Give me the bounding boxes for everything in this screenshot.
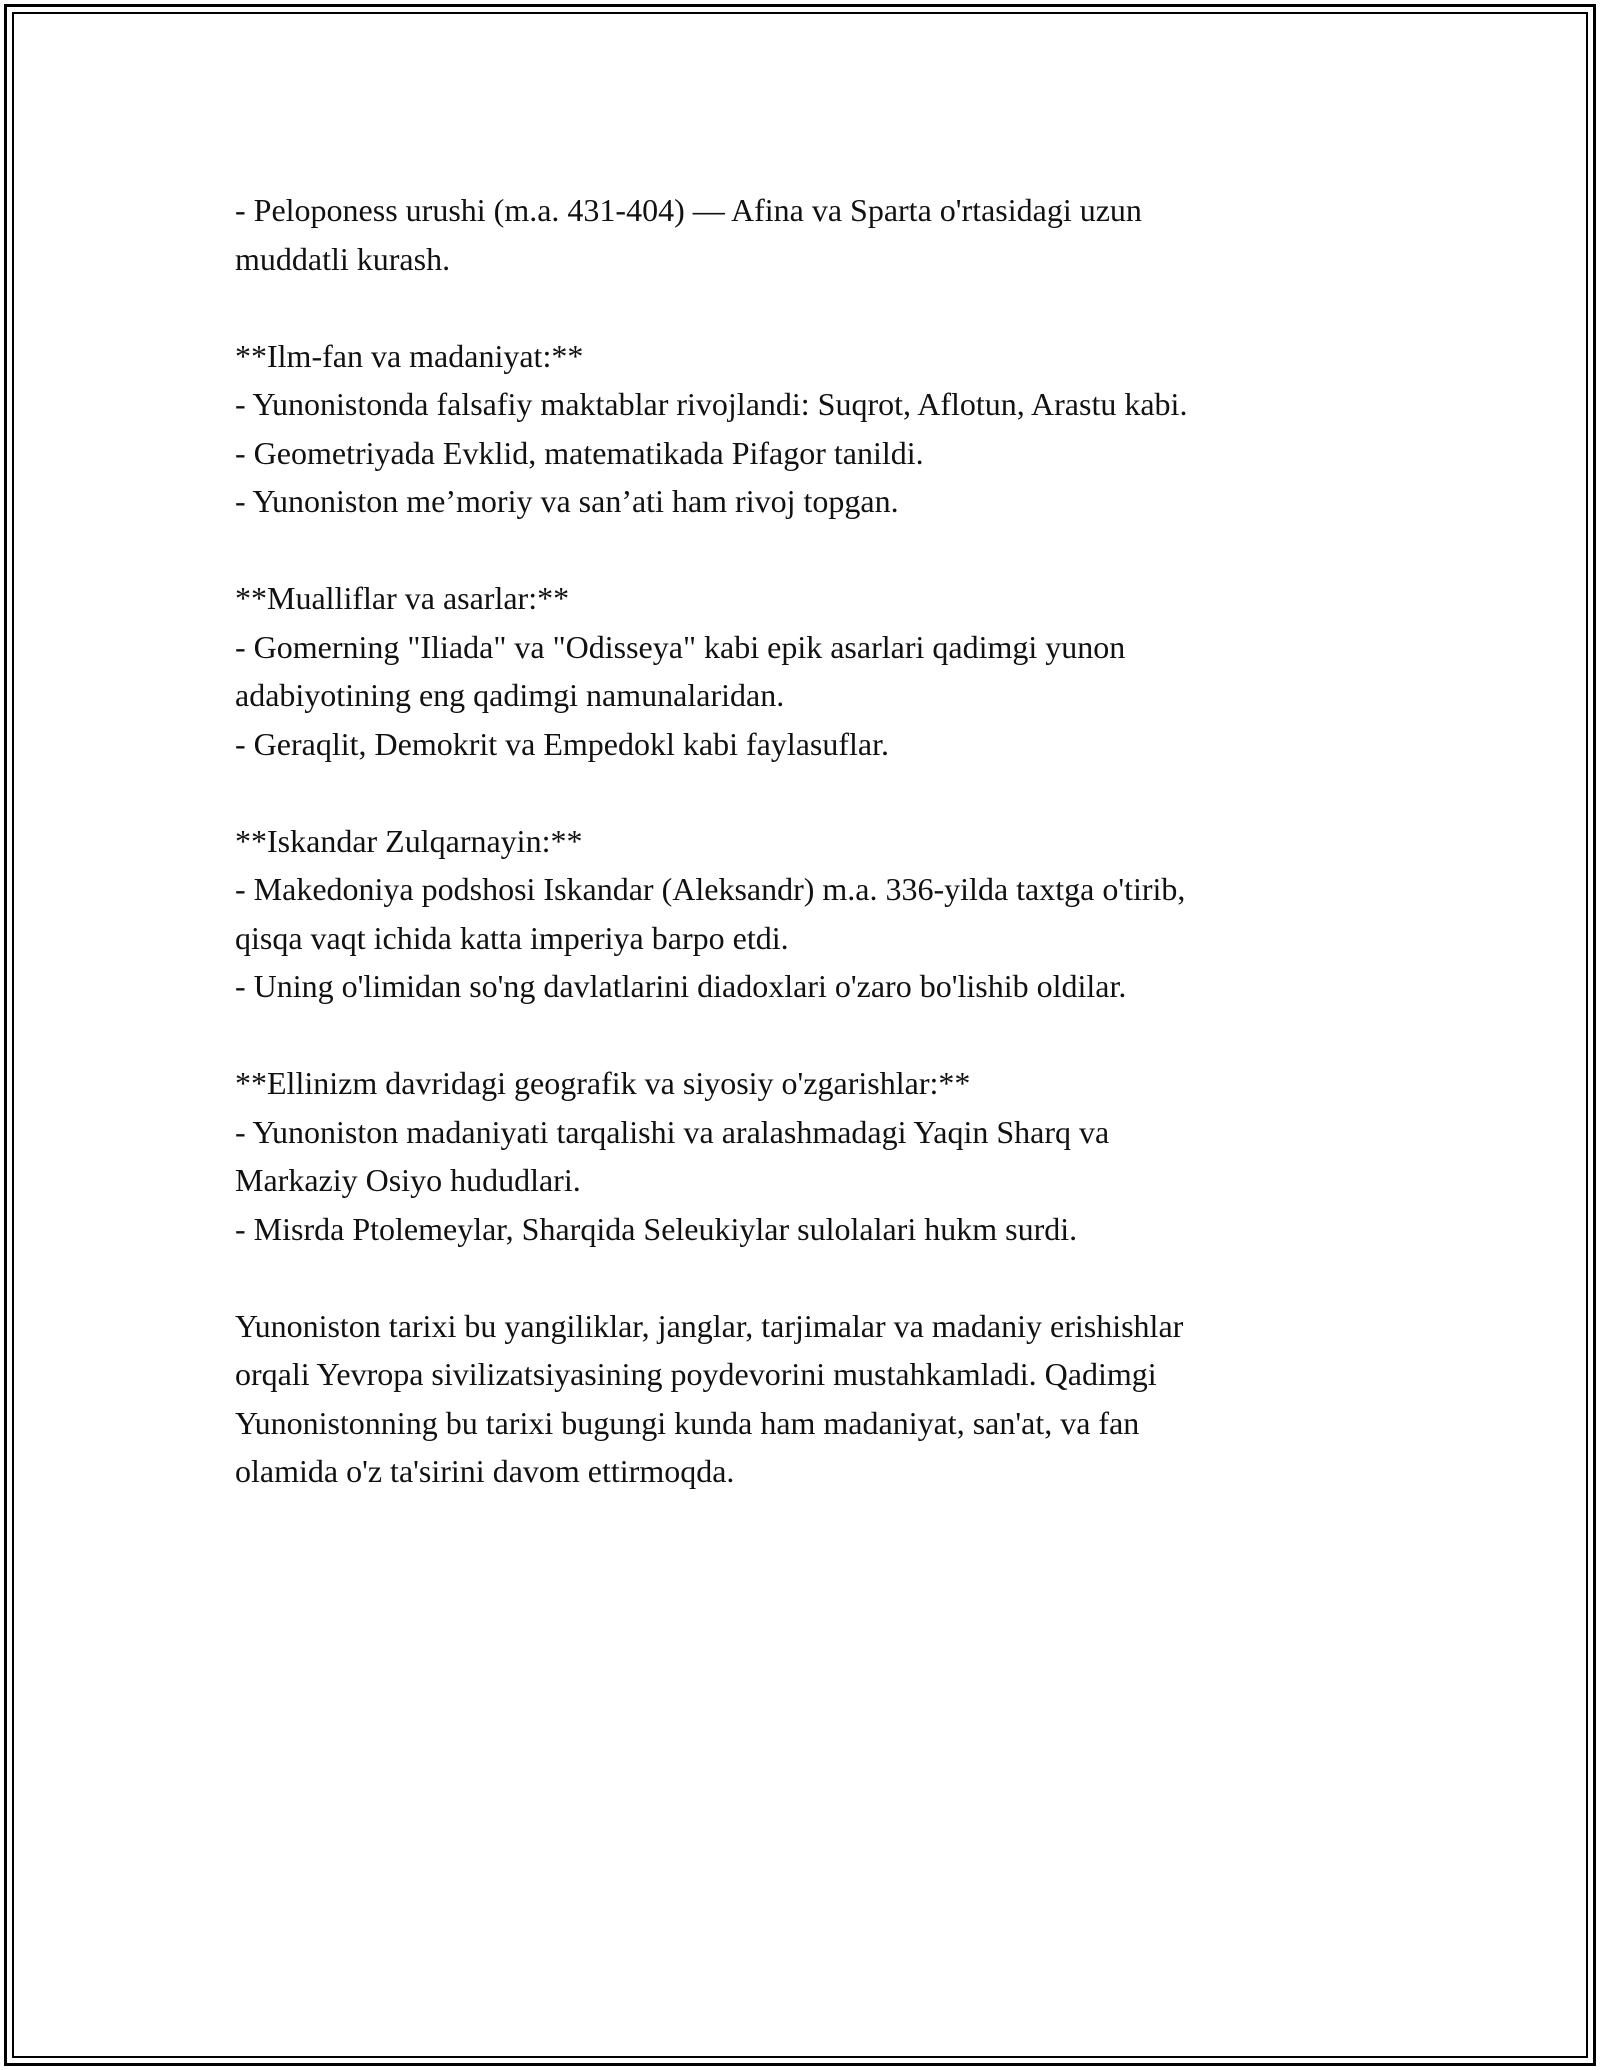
text-line: olamida o'z ta'sirini davom ettirmoqda. [235,1453,735,1489]
text-line: - Gomerning "Iliada" va "Odisseya" kabi epik asarlari qadimgi yunon [235,628,1126,665]
section-heading: **Ilm-fan va madaniyat:** [235,337,584,374]
paragraph-peloponnesian-war [235,186,1385,283]
text-line: - Yunoniston madaniyati tarqalishi va aralashmadagi Yaqin Sharq va [235,1113,1110,1150]
text-line: Markaziy Osiyo hududlari. [235,1162,581,1198]
section-heading: **Iskandar Zulqarnayin:** [235,822,583,859]
paragraph-spacer [235,1253,1385,1302]
text-line: - Yunoniston me’moriy va san’ati ham rivoj topgan. [235,483,899,519]
section-heading: **Ellinizm davridagi geografik va siyosiy o'zgarishlar:** [235,1065,971,1101]
text-line: - Peloponess urushi (m.a. 431-404) — Afina va Sparta o'rtasidagi uzun [235,192,1142,228]
paragraph-spacer [235,283,1385,332]
section-alexander [235,817,1385,1011]
section-hellenism [235,1059,1385,1253]
text-line: - Geometriyada Evklid, matematikada Pifagor tanildi. [235,434,924,471]
text-line: Yunoniston tarixi bu yangiliklar, janglar, tarjimalar va madaniy erishishlar [235,1307,1184,1344]
text-line: muddatli kurash. [235,240,451,277]
paragraph-conclusion [235,1302,1385,1496]
text-line: orqali Yevropa sivilizatsiyasining poydevorini mustahkamladi. Qadimgi [235,1356,1157,1392]
text-line: Yunonistonning bu tarixi bugungi kunda ham madaniyat, san'at, va fan [235,1404,1140,1441]
section-heading: **Mualliflar va asarlar:** [235,580,570,616]
text-line: - Yunonistonda falsafiy maktablar rivojlandi: Suqrot, Aflotun, Arastu kabi. [235,386,1188,422]
section-science-culture [235,332,1385,526]
paragraph-spacer [235,768,1385,817]
document-body [235,186,1385,1496]
paragraph-spacer [235,1011,1385,1060]
text-line: - Geraqlit, Demokrit va Empedokl kabi faylasuflar. [235,725,890,762]
text-line: - Misrda Ptolemeylar, Sharqida Seleukiylar sulolalari hukm surdi. [235,1210,1078,1247]
text-line: - Makedoniya podshosi Iskandar (Aleksandr) m.a. 336-yilda taxtga o'tirib, [235,871,1186,907]
section-authors-works [235,574,1385,768]
paragraph-spacer [235,526,1385,575]
text-line: - Uning o'limidan so'ng davlatlarini diadoxlari o'zaro bo'lishib oldilar. [235,968,1127,1004]
text-line: adabiyotining eng qadimgi namunalaridan. [235,677,785,713]
text-line: qisqa vaqt ichida katta imperiya barpo etdi. [235,919,789,956]
